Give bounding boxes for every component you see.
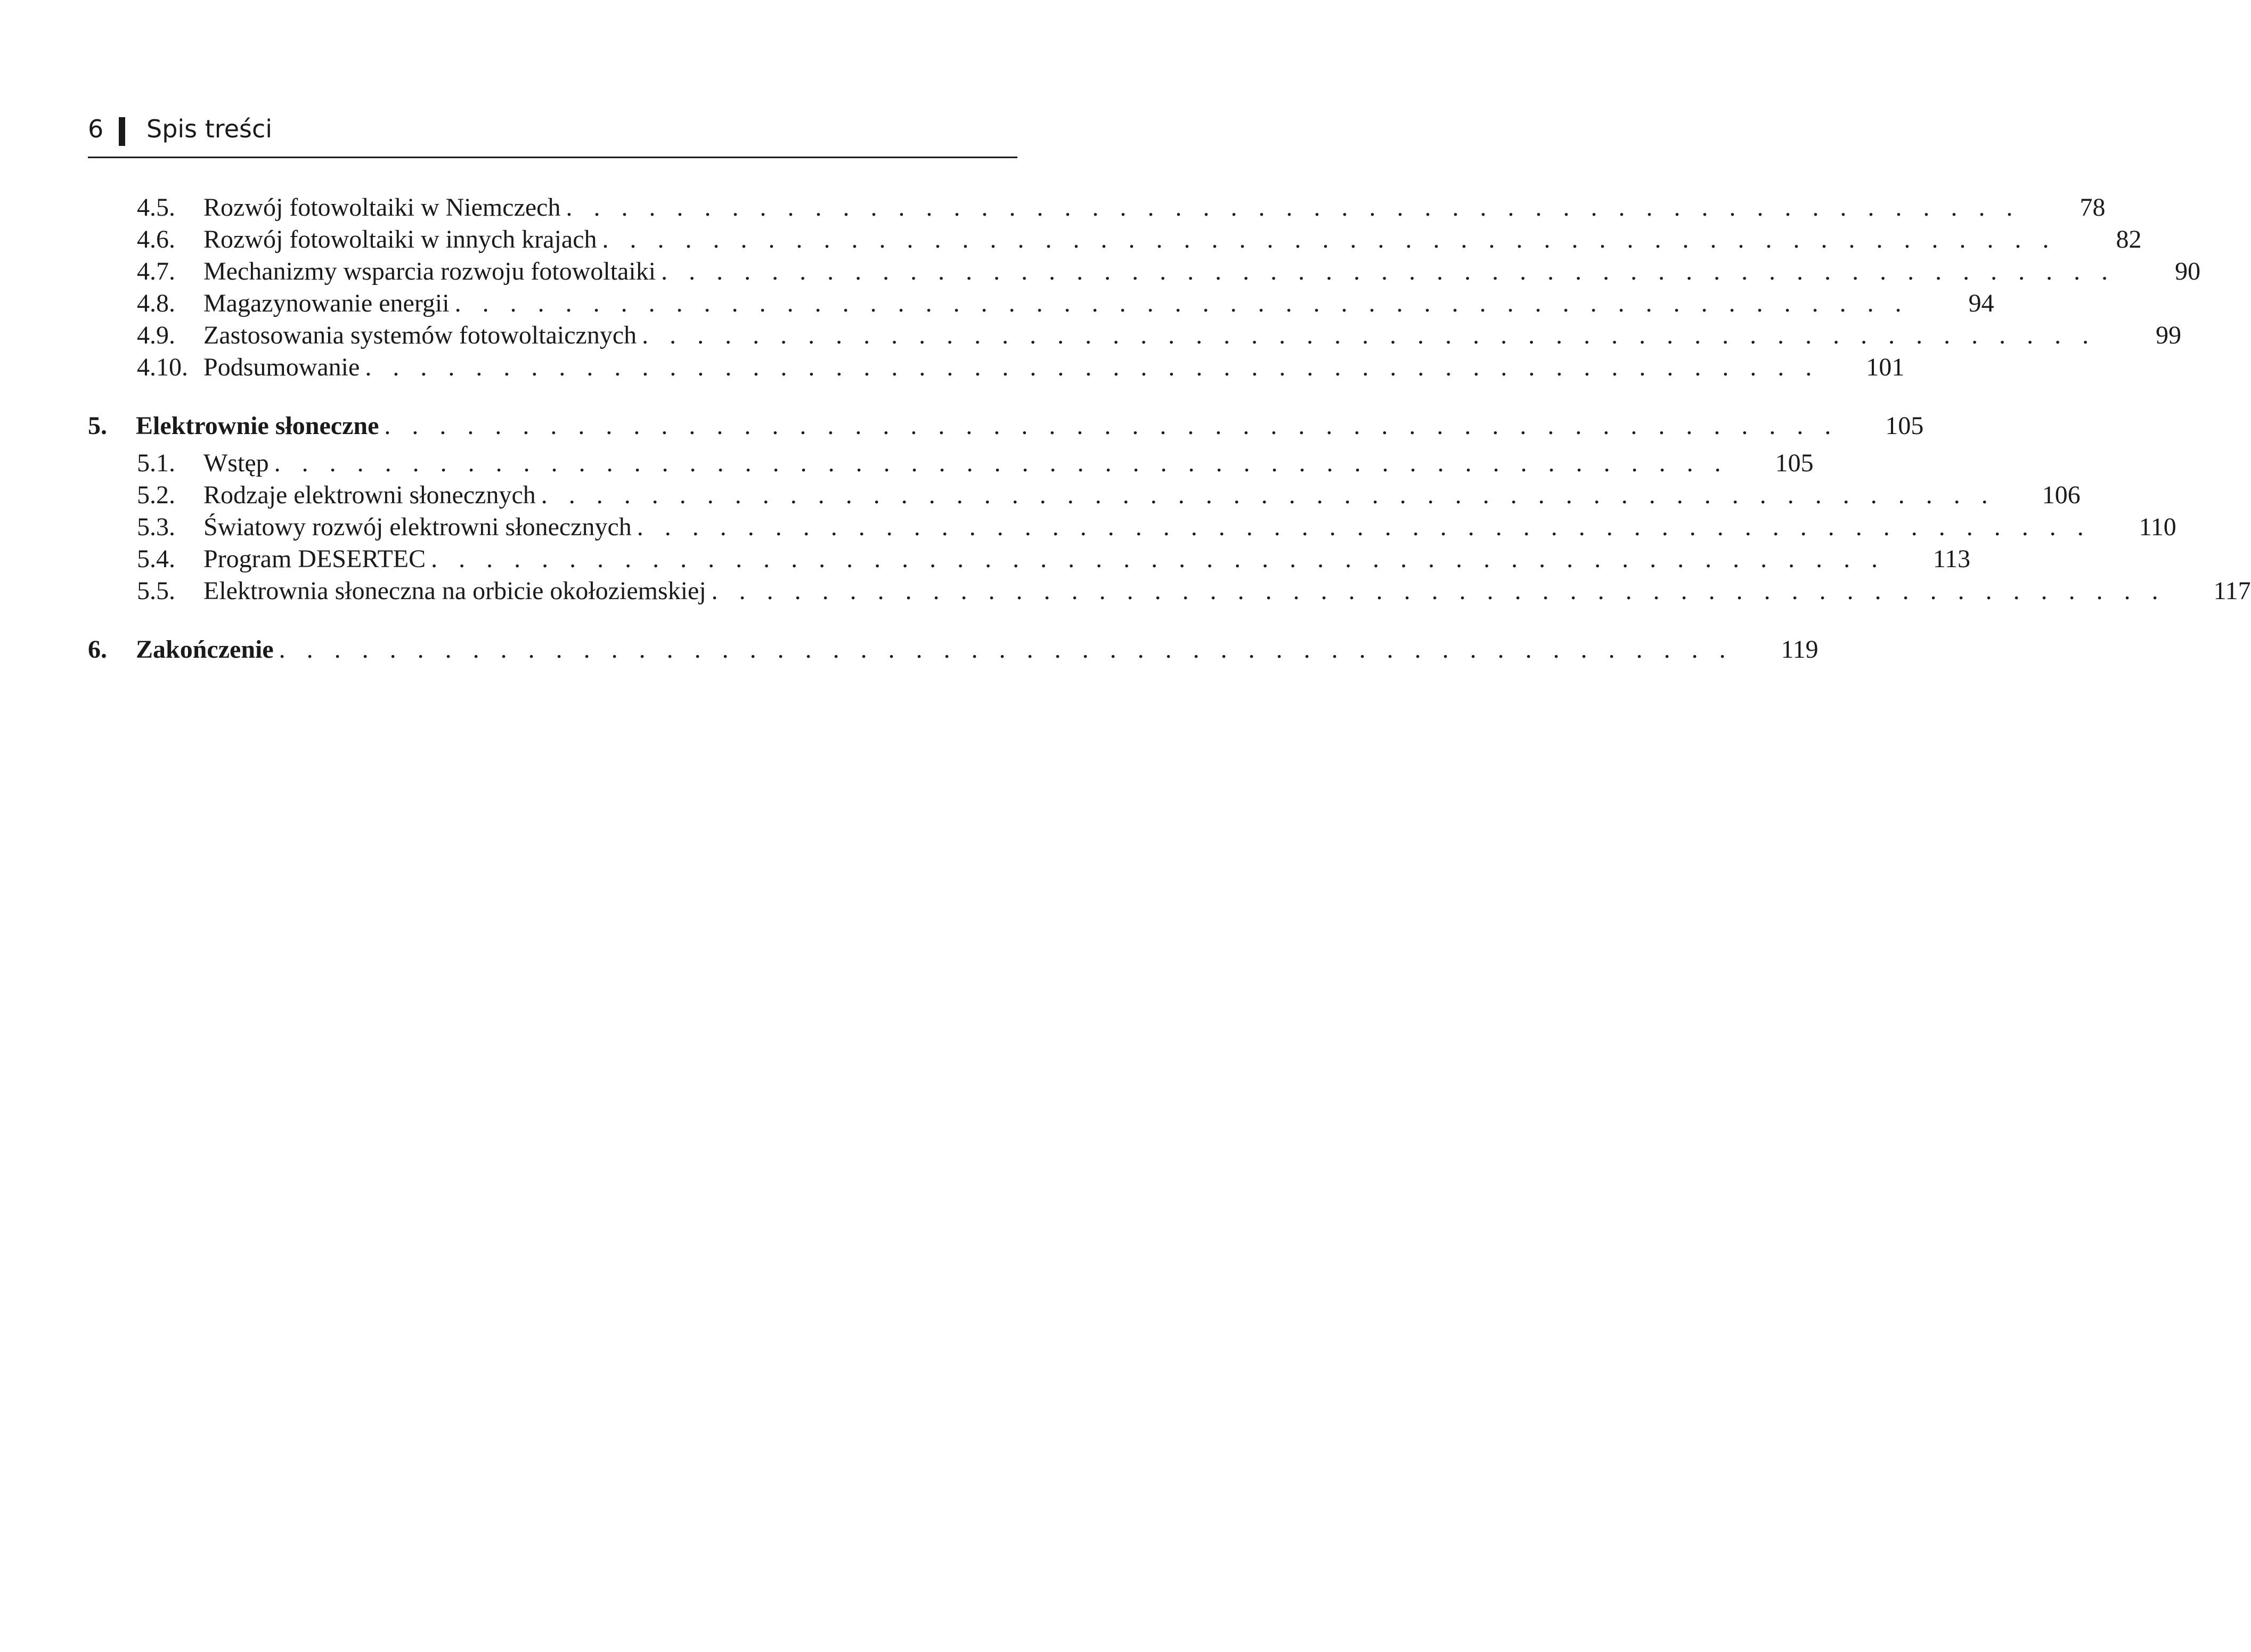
dot-leader: . . . . . . . . . . . . . . . . . . . . . . . . . . . . . . . . . . . . . . . . . . . . . . . . . . . . . — [711, 577, 2166, 605]
toc-entry-page: 78 — [2079, 193, 2106, 222]
toc-entry-number: 5.3. — [137, 513, 175, 541]
header-bar-divider — [119, 117, 125, 146]
toc-entry-page: 110 — [2139, 513, 2176, 541]
toc-entry[interactable] — [88, 447, 1814, 479]
toc-entry-title: Rozwój fotowoltaiki w innych krajach — [203, 225, 597, 253]
toc-entry-number: 4.5. — [137, 193, 175, 222]
toc-chapter-title: Elektrownie słoneczne — [136, 412, 379, 440]
toc-entry-title: Podsumowanie — [203, 353, 360, 381]
dot-leader: . . . . . . . . . . . . . . . . . . . . . . . . . . . . . . . . . . . . . . . . . . . . . . . . . . . . . — [602, 225, 2057, 253]
toc-entry[interactable] — [88, 479, 2081, 511]
toc-chapter-number: 5. — [88, 412, 107, 440]
toc-entry[interactable] — [88, 224, 2142, 256]
toc-entry-title: Zastosowania systemów fotowoltaicznych — [203, 321, 637, 349]
toc-entry-page: 106 — [2042, 481, 2081, 509]
dot-leader: . . . . . . . . . . . . . . . . . . . . . . . . . . . . . . . . . . . . . . . . . . . . . . . . . . . . . — [431, 545, 1886, 573]
page-header — [88, 109, 1017, 157]
toc-entry[interactable] — [88, 575, 2251, 607]
toc-entry[interactable] — [88, 543, 1971, 575]
toc-entry-title: Mechanizmy wsparcia rozwoju fotowoltaiki — [203, 257, 656, 285]
toc-chapter-entry[interactable] — [88, 410, 1924, 447]
toc-entry-title: Magazynowanie energii — [203, 289, 450, 317]
dot-leader: . . . . . . . . . . . . . . . . . . . . . . . . . . . . . . . . . . . . . . . . . . . . . . . . . . . . . — [566, 193, 2020, 222]
toc-entry-number: 5.4. — [137, 545, 175, 573]
toc-entry-title: Światowy rozwój elektrowni słonecznych — [203, 513, 632, 541]
toc-entry-title: Wstęp — [203, 449, 269, 477]
toc-entry-number: 4.10. — [137, 353, 188, 381]
dot-leader: . . . . . . . . . . . . . . . . . . . . . . . . . . . . . . . . . . . . . . . . . . . . . . . . . . . . . — [365, 353, 1820, 381]
toc-entry-title: Program DESERTEC — [203, 545, 426, 573]
toc-entry-title: Rozwój fotowoltaiki w Niemczech — [203, 193, 561, 222]
dot-leader: . . . . . . . . . . . . . . . . . . . . . . . . . . . . . . . . . . . . . . . . . . . . . . . . . . . . . — [541, 481, 1995, 509]
toc-entry-page: 117 — [2213, 577, 2251, 605]
toc-entry-number: 5.1. — [137, 449, 175, 477]
toc-entry-number: 4.6. — [137, 225, 175, 253]
page-number: 6 — [88, 115, 104, 143]
toc-entry-page: 113 — [1932, 545, 1971, 573]
running-header-title: Spis treści — [146, 115, 273, 143]
toc-chapter-entry[interactable] — [88, 634, 1818, 671]
toc-entry-number: 5.5. — [137, 577, 175, 605]
toc-entry-title: Rodzaje elektrowni słonecznych — [203, 481, 536, 509]
toc-entry[interactable] — [88, 256, 2201, 288]
toc-chapter-title: Zakończenie — [136, 635, 274, 664]
toc-entry-page: 94 — [1968, 289, 1994, 317]
toc-entry[interactable] — [88, 511, 2176, 543]
dot-leader: . . . . . . . . . . . . . . . . . . . . . . . . . . . . . . . . . . . . . . . . . . . . . . . . . . . . . — [661, 257, 2116, 285]
toc-entry[interactable] — [88, 320, 2182, 351]
toc-entry-page: 90 — [2175, 257, 2201, 285]
toc-entry-number: 4.9. — [137, 321, 175, 349]
dot-leader: . . . . . . . . . . . . . . . . . . . . . . . . . . . . . . . . . . . . . . . . . . . . . . . . . . . . . — [384, 412, 1839, 440]
header-rule — [88, 157, 1017, 158]
dot-leader: . . . . . . . . . . . . . . . . . . . . . . . . . . . . . . . . . . . . . . . . . . . . . . . . . . . . . — [642, 321, 2097, 349]
toc-entry[interactable] — [88, 288, 1994, 320]
dot-leader: . . . . . . . . . . . . . . . . . . . . . . . . . . . . . . . . . . . . . . . . . . . . . . . . . . . . . — [279, 635, 1733, 664]
table-of-contents — [88, 192, 2251, 671]
dot-leader: . . . . . . . . . . . . . . . . . . . . . . . . . . . . . . . . . . . . . . . . . . . . . . . . . . . . . — [274, 449, 1728, 477]
toc-entry-number: 4.8. — [137, 289, 175, 317]
toc-entry-page: 101 — [1866, 353, 1905, 381]
toc-entry-page: 99 — [2156, 321, 2182, 349]
toc-entry-number: 5.2. — [137, 481, 175, 509]
toc-chapter-number: 6. — [88, 635, 107, 664]
toc-entry[interactable] — [88, 192, 2106, 224]
toc-entry-title: Elektrownia słoneczna na orbicie okołoziemskiej — [203, 577, 706, 605]
dot-leader: . . . . . . . . . . . . . . . . . . . . . . . . . . . . . . . . . . . . . . . . . . . . . . . . . . . . . — [454, 289, 1909, 317]
toc-entry[interactable] — [88, 351, 1905, 383]
toc-entry-number: 4.7. — [137, 257, 175, 285]
toc-chapter-page: 105 — [1885, 412, 1924, 440]
toc-entry-page: 105 — [1775, 449, 1814, 477]
toc-entry-page: 82 — [2116, 225, 2142, 253]
toc-chapter-page: 119 — [1781, 635, 1818, 664]
dot-leader: . . . . . . . . . . . . . . . . . . . . . . . . . . . . . . . . . . . . . . . . . . . . . . . . . . . . . — [637, 513, 2091, 541]
